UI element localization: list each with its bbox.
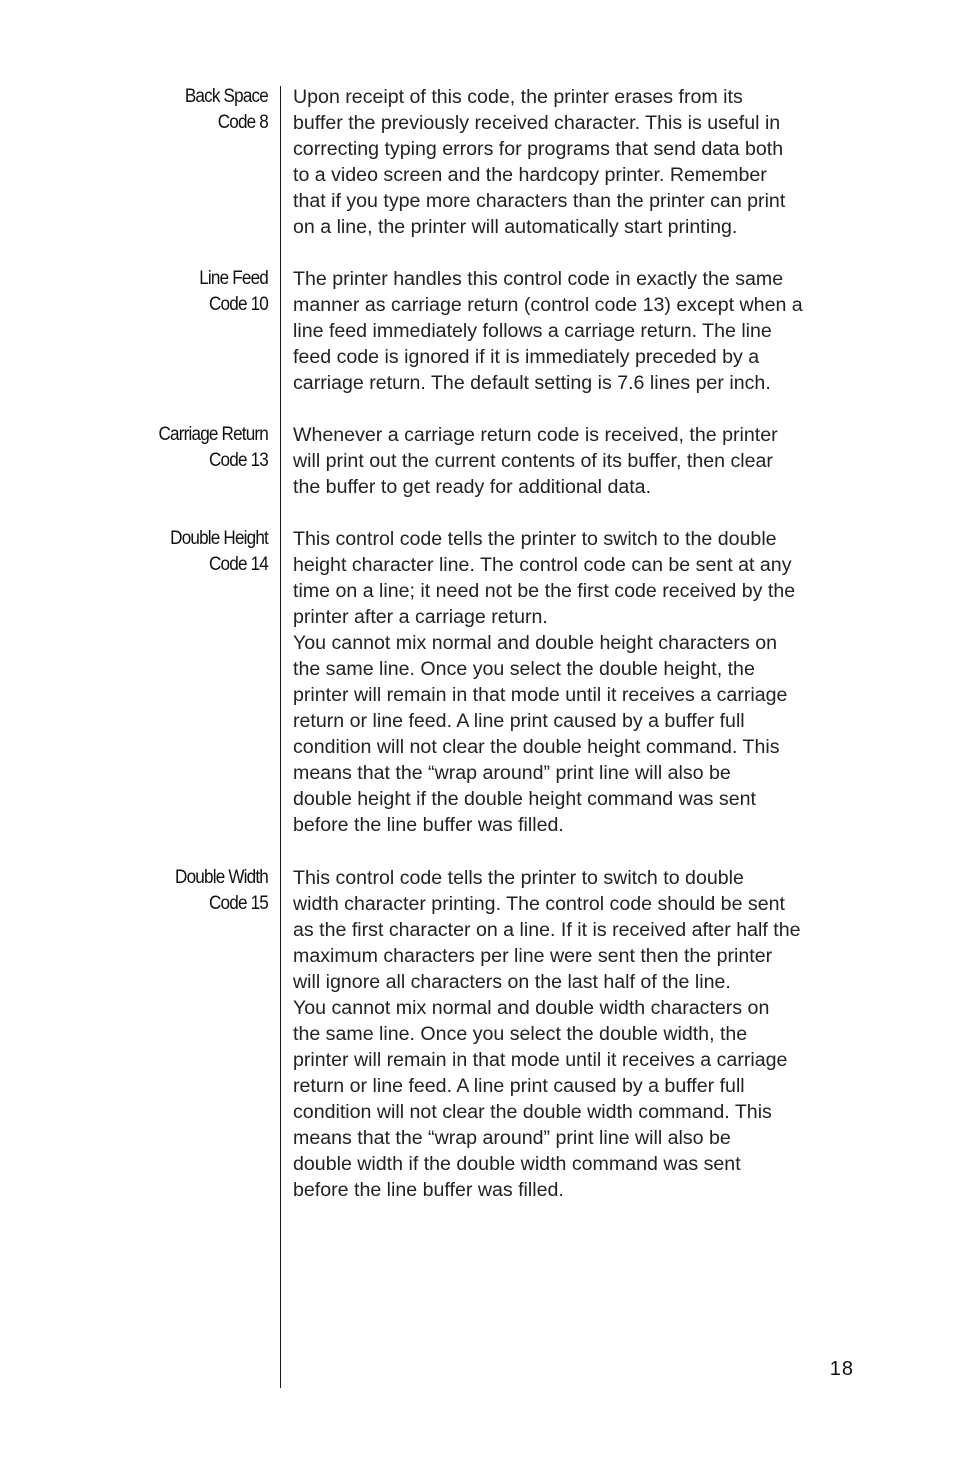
entry-code: Code 15 — [209, 893, 268, 914]
entry-label — [108, 526, 268, 578]
entry-label — [108, 865, 268, 917]
paragraph: This control code tells the printer to switch to double width character printing. The control code should be sent as the first character on a line. If it is received after half the maximum characters per line were sent then the printer will ignore all characters on the last half of the line. — [293, 867, 801, 993]
paragraph: You cannot mix normal and double width characters on the same line. Once you select the double width, the printer will remain in that mode until it receives a carriage return or line feed. A line print caused by a buffer full condition will not clear the double width command. This means that the “wrap around” print line will also be double width if the double width command was sent before the line buffer was filled. — [293, 997, 788, 1201]
entry-title: Back Space — [184, 86, 268, 107]
entry-code: Code 14 — [209, 554, 268, 575]
paragraph: The printer handles this control code in exactly the same manner as carriage return (control code 13) except when a line feed immediately follows a carriage return. The line feed code is ignored if it is immediately preceded by a carriage return. The default setting is 7.6 lines per inch. — [293, 268, 803, 394]
entry-description — [293, 422, 878, 500]
paragraph: This control code tells the printer to switch to the double height character line. The control code can be sent at any time on a line; it need not be the first code received by the printer after a carriage return. — [293, 528, 796, 628]
margin-rule — [280, 86, 281, 1388]
entry-label — [108, 84, 268, 136]
paragraph: Upon receipt of this code, the printer erases from its buffer the previously received character. This is useful in correcting typing errors for programs that send data both to a video screen and the hardcopy printer. Remember that if you type more characters than the printer can print on a line, the printer will automatically start printing. — [293, 86, 786, 238]
entry-title: Carriage Return — [158, 424, 268, 445]
entry-code: Code 13 — [209, 450, 268, 471]
entry-description — [293, 526, 878, 838]
entry-title: Line Feed — [199, 268, 268, 289]
entry-label — [108, 266, 268, 318]
paragraph: Whenever a carriage return code is received, the printer will print out the current contents of its buffer, then clear the buffer to get ready for additional data. — [293, 424, 778, 498]
paragraph: You cannot mix normal and double height characters on the same line. Once you select the double height, the printer will remain in that mode until it receives a carriage return or line feed. A line print caused by a buffer full condition will not clear the double height command. This means that the “wrap around” print line will also be double height if the double height command was sent before the line buffer was filled. — [293, 632, 788, 836]
entry-description — [293, 84, 878, 240]
entry-title: Double Height — [170, 528, 268, 549]
entry-description — [293, 865, 878, 1203]
entry-description — [293, 266, 878, 396]
entry-label — [108, 422, 268, 474]
entry-code: Code 8 — [217, 112, 268, 133]
page-number: 18 — [829, 1358, 854, 1380]
entry-code: Code 10 — [209, 294, 268, 315]
entry-title: Double Width — [175, 867, 268, 888]
